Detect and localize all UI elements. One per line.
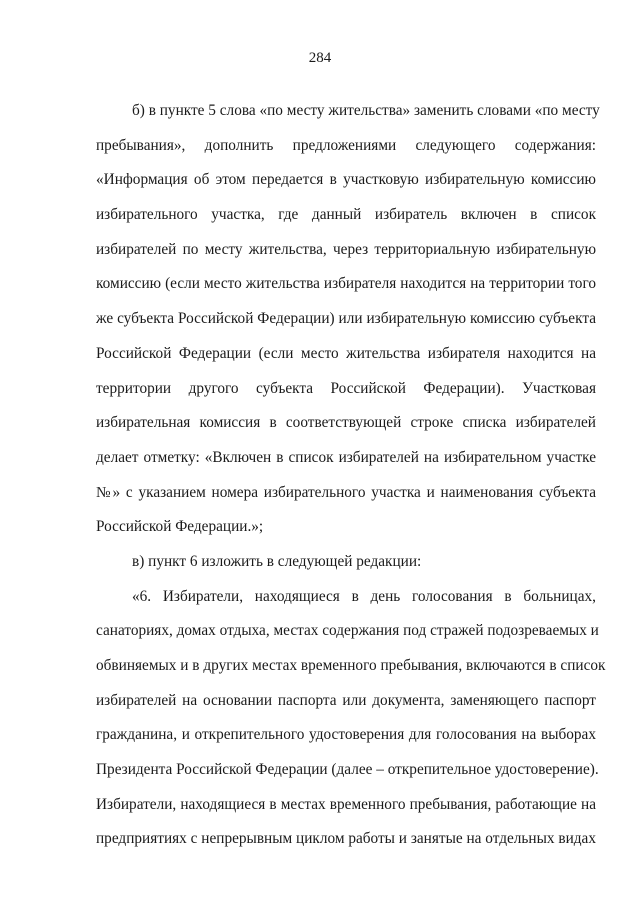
document-body — [96, 94, 606, 857]
text-line: обвиняемых и в других местах временного пребывания, включаются в список — [96, 657, 606, 674]
text-line: комиссию (если место жительства избирателя находится на территории того — [96, 275, 596, 293]
text-line: в) пункт 6 изложить в следующей редакции: — [132, 552, 422, 570]
text-line: избирательная комиссия в соответствующей строке списка избирателей — [96, 414, 596, 432]
text-line: же субъекта Российской Федерации) или избирательную комиссию субъекта — [96, 310, 596, 328]
text-line: Президента Российской Федерации (далее – открепительное удостоверение). — [96, 761, 599, 779]
text-line: «6. Избиратели, находящиеся в день голосования в больницах, — [132, 587, 596, 605]
text-line: Российской Федерации.»; — [96, 518, 264, 536]
text-line: б) в пункте 5 слова «по месту жительства» заменить словами «по месту — [132, 102, 600, 119]
text-line: «Информация об этом передается в участковую избирательную комиссию — [96, 171, 596, 189]
text-line: Избиратели, находящиеся в местах временного пребывания, работающие на — [96, 795, 596, 813]
text-line: санаториях, домах отдыха, местах содержания под стражей подозреваемых и — [96, 622, 599, 640]
text-line: предприятиях с непрерывным циклом работы и занятые на отдельных видах — [96, 830, 596, 848]
text-line: избирательного участка, где данный избиратель включен в список — [96, 206, 596, 224]
text-line: избирателей по месту жительства, через территориальную избирательную — [96, 240, 596, 258]
text-line: территории другого субъекта Российской Федерации). Участковая — [96, 379, 596, 397]
text-line: гражданина, и открепительного удостоверения для голосования на выборах — [96, 726, 596, 744]
text-line: пребывания», дополнить предложениями следующего содержания: — [96, 136, 596, 154]
text-line: №» с указанием номера избирательного участка и наименования субъекта — [96, 483, 596, 501]
text-line: делает отметку: «Включен в список избирателей на избирательном участке — [96, 448, 596, 466]
page-number: 284 — [308, 50, 332, 66]
text-line: Российской Федерации (если место жительства избирателя находится на — [96, 344, 596, 362]
text-line: избирателей на основании паспорта или документа, заменяющего паспорт — [96, 691, 596, 709]
